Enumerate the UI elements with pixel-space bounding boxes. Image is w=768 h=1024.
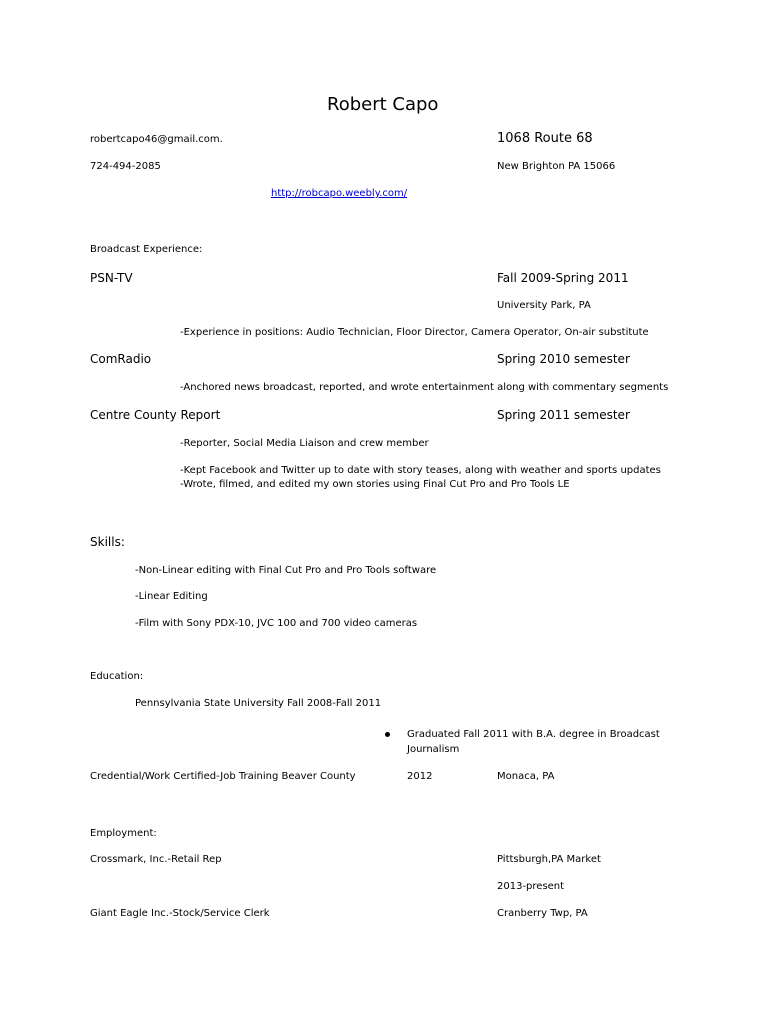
graduation-line1: Graduated Fall 2011 with B.A. degree in Broadcast	[407, 729, 660, 740]
skill-item: -Linear Editing	[135, 591, 208, 602]
detail-psn-tv: -Experience in positions: Audio Technician, Floor Director, Camera Operator, On-air substitute	[180, 327, 649, 338]
org-psn-tv: PSN-TV	[90, 271, 133, 285]
skill-item: -Film with Sony PDX-10, JVC 100 and 700 video cameras	[135, 618, 418, 629]
skill-item: -Non-Linear editing with Final Cut Pro and Pro Tools software	[135, 565, 437, 576]
date-comradio: Spring 2010 semester	[497, 352, 630, 366]
detail-ccr-3: -Wrote, filmed, and edited my own stories using Final Cut Pro and Pro Tools LE	[180, 479, 570, 490]
skills-heading: Skills:	[90, 535, 125, 549]
address-line2: New Brighton PA 15066	[497, 161, 616, 172]
employment-heading: Employment:	[90, 828, 157, 839]
job-location-giant-eagle: Cranberry Twp, PA	[497, 908, 588, 919]
job-title-crossmark: Crossmark, Inc.-Retail Rep	[90, 854, 222, 865]
graduation-line2: Journalism	[407, 744, 460, 755]
date-centre-county-report: Spring 2011 semester	[497, 408, 630, 422]
location-psn-tv: University Park, PA	[497, 300, 591, 311]
credential-year: 2012	[407, 771, 433, 782]
detail-ccr-1: -Reporter, Social Media Liaison and crew member	[180, 438, 429, 449]
detail-ccr-2: -Kept Facebook and Twitter up to date with story teases, along with weather and sports updates	[180, 465, 661, 476]
org-centre-county-report: Centre County Report	[90, 408, 221, 422]
resume-name: Robert Capo	[327, 94, 439, 115]
website-link[interactable]: http://robcapo.weebly.com/	[271, 188, 408, 199]
phone-text: 724-494-2085	[90, 161, 161, 172]
email-text: robertcapo46@gmail.com.	[90, 134, 223, 145]
education-heading: Education:	[90, 671, 144, 682]
job-date-crossmark: 2013-present	[497, 881, 565, 892]
credential-text: Credential/Work Certified-Job Training Beaver County	[90, 771, 356, 782]
detail-comradio: -Anchored news broadcast, reported, and wrote entertainment along with commentary segments	[180, 382, 669, 393]
bullet-icon	[385, 732, 390, 737]
date-psn-tv: Fall 2009-Spring 2011	[497, 271, 629, 285]
job-location-crossmark: Pittsburgh,PA Market	[497, 854, 601, 865]
address-line1: 1068 Route 68	[497, 131, 593, 146]
job-title-giant-eagle: Giant Eagle Inc.-Stock/Service Clerk	[90, 908, 270, 919]
credential-location: Monaca, PA	[497, 771, 555, 782]
broadcast-heading: Broadcast Experience:	[90, 244, 203, 255]
school-text: Pennsylvania State University Fall 2008-Fall 2011	[135, 698, 382, 709]
org-comradio: ComRadio	[90, 352, 152, 366]
